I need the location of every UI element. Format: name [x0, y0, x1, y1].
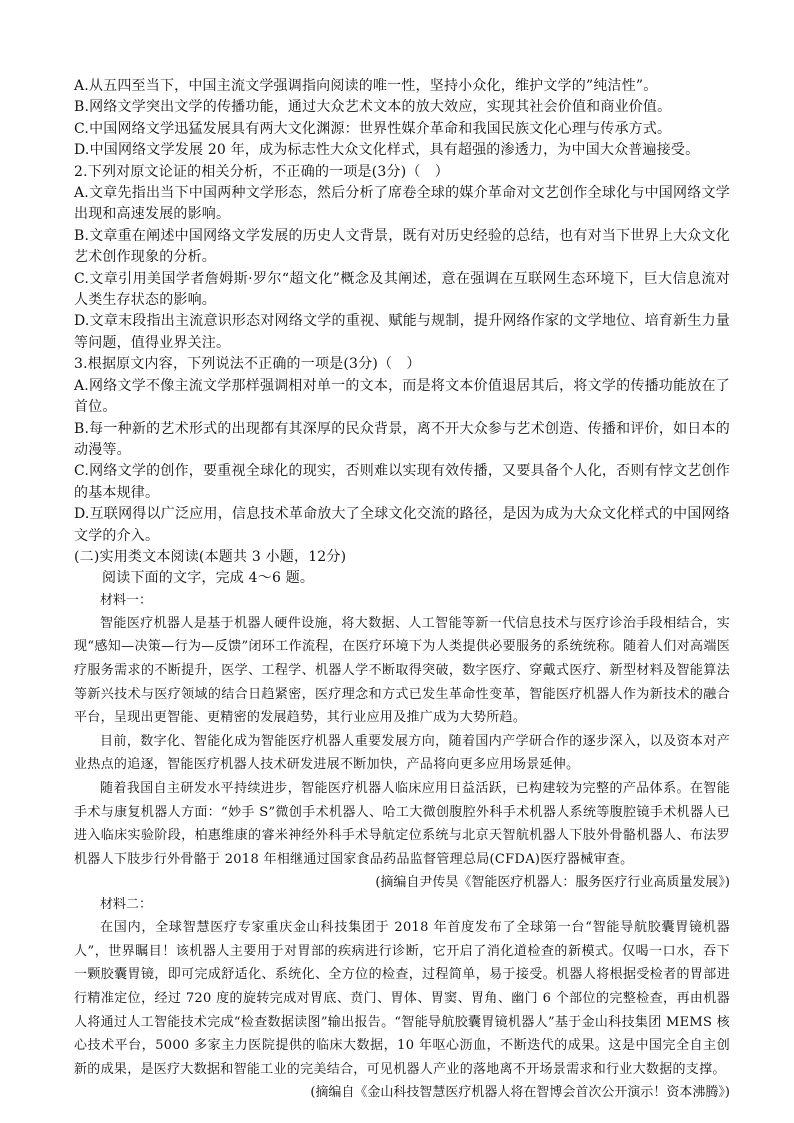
q2-option-d: D.文章末段指出主流意识形态对网络文学的重视、赋能与规制，提升网络作家的文学地位、培育新生力量等问题，值得业界关注。 — [74, 313, 730, 351]
q2-option-b: B.文章重在阐述中国网络文学发展的历史人文背景，既有对历史经验的总结，也有对当下世界上大众文化艺术创作现象的分析。 — [74, 227, 730, 266]
material2-paragraph: 在国内，全球智慧医疗专家重庆金山科技集团于 2018 年首度发布了全球第一台“智能导航胶囊胃镜机器人”，世界瞩目！该机器人主要用于对胃部的疾病进行诊断，它开启了消化道检查的新模式。仅喝一口水，吞下一颗胶囊胃镜，即可完成舒适化、系统化、全方位的检查，过程简单，易于接受。机器人将根据受检者的胃部进行精准定位，经过 720 度的旋转完成对胃底、贲门、胃体、胃窦、胃角、幽门 6 个部位的完整检查，再由机器人将通过人工智能技术完成“检查数据读图”输出报告。“智能导航胶囊胃镜机器人”基于金山科技集团 MEMS 核心技术平台，5000 多家主力医院提供的临床大数据，10 年呕心沥血，不断迭代的成果。这是中国完全自主创新的成果，是医疗大数据和智能工业的完美结合，可见机器人产业的落地离不开场景需求和行业大数据的支撑。 — [74, 920, 730, 1077]
material1-paragraph: 随着我国自主研发水平持续进步，智能医疗机器人临床应用日益活跃，已构建较为完整的产品体系。在智能手术与康复机器人方面：“妙手 S”微创手术机器人、哈工大微创腹腔外科手术机器人系统等腹腔镜手术机器人已进入临床实验阶段，柏惠维康的睿米神经外科手术导航定位系统与北京天智航机器人下肢外骨骼机器人、布法罗机器人下肢步行外骨骼于 2018 年相继通过国家食品药品监督管理总局(CFDA)医疗器械审查。 — [74, 780, 730, 867]
material1-source: (摘编自尹传昊《智能医疗机器人：服务医疗行业高质量发展》) — [375, 875, 730, 891]
q3-option-c: C.网络文学的创作，要重视全球化的现实，否则难以实现有效传播，又要具备个人化，否则有悖文艺创作的基本规律。 — [74, 463, 730, 501]
q3-option-a: A.网络文学不像主流文学那样强调相对单一的文本，而是将文本价值退居其后，将文学的传播功能放在了首位。 — [74, 377, 730, 416]
q1-option-d: D.中国网络文学发展 20 年，成为标志性大众文化样式，具有超强的渗透力，为中国大众普遍接受。 — [74, 142, 700, 159]
exam-page — [74, 76, 730, 1104]
q3-option-b: B.每一种新的艺术形式的出现都有其深厚的民众背景，离不开大众参与艺术创造、传播和评价，如日本的动漫等。 — [74, 420, 730, 458]
q1-option-b: B.网络文学突出文学的传播功能，通过大众艺术文本的放大效应，实现其社会价值和商业价值。 — [74, 99, 672, 116]
q1-option-a: A.从五四至当下，中国主流文学强调指向阅读的唯一性，坚持小众化，维护文学的”纯洁性”。 — [74, 78, 658, 94]
material1-paragraph: 目前，数字化、智能化成为智能医疗机器人重要发展方向，随着国内产学研合作的逐步深入，以及资本对产业热点的追逐，智能医疗机器人技术研发进展不断加快，产品将向更多应用场景延伸。 — [74, 733, 730, 773]
q1-option-c: C.中国网络文学迅猛发展具有两大文化渊源：世界性媒介革命和我国民族文化心理与传承方式。 — [74, 120, 672, 137]
section-instruction: 阅读下面的文字，完成 4～6 题。 — [102, 570, 315, 587]
q3-stem: 3.根据原文内容，下列说法不正确的一项是(3分)（ ） — [74, 356, 421, 373]
material2-source: (摘编自《金山科技智慧医疗机器人将在智博会首次公开演示！资本沸腾》) — [310, 1085, 730, 1101]
q2-option-a: A.文章先指出当下中国两种文学形态，然后分析了席卷全球的媒介革命对文艺创作全球化与中国网络文学出现和高速发展的影响。 — [74, 185, 730, 223]
q2-option-c: C.文章引用美国学者詹姆斯·罗尔“超文化”概念及其阐述，意在强调在互联网生态环境下，巨大信息流对人类生存状态的影响。 — [74, 270, 730, 309]
q2-stem: 2.下列对原文论证的相关分析，不正确的一项是(3分)（ ） — [74, 163, 449, 180]
section-heading: (二)实用类文本阅读(本题共 3 小题，12分) — [74, 548, 347, 565]
material1-paragraph: 智能医疗机器人是基于机器人硬件设施，将大数据、人工智能等新一代信息技术与医疗诊治手段相结合，实现“感知—决策—行为—反馈”闭环工作流程，在医疗环境下为人类提供必要服务的系统统称。随着人们对高端医疗服务需求的不断提升，医学、工程学、机器人学不断取得突破，数字医疗、穿戴式医疗、新型材料及智能算法等新兴技术与医疗领域的结合日趋紧密，医疗理念和方式已发生革命性变革，智能医疗机器人作为新技术的融合平台，呈现出更智能、更精密的发展趋势，其行业应用及推广成为大势所趋。 — [74, 615, 730, 726]
material2-label: 材料二： — [100, 897, 153, 913]
q3-option-d: D.互联网得以广泛应用，信息技术革命放大了全球文化交流的路径，是因为成为大众文化样式的中国网络文学的介入。 — [74, 506, 730, 544]
material1-label: 材料一： — [100, 592, 153, 608]
